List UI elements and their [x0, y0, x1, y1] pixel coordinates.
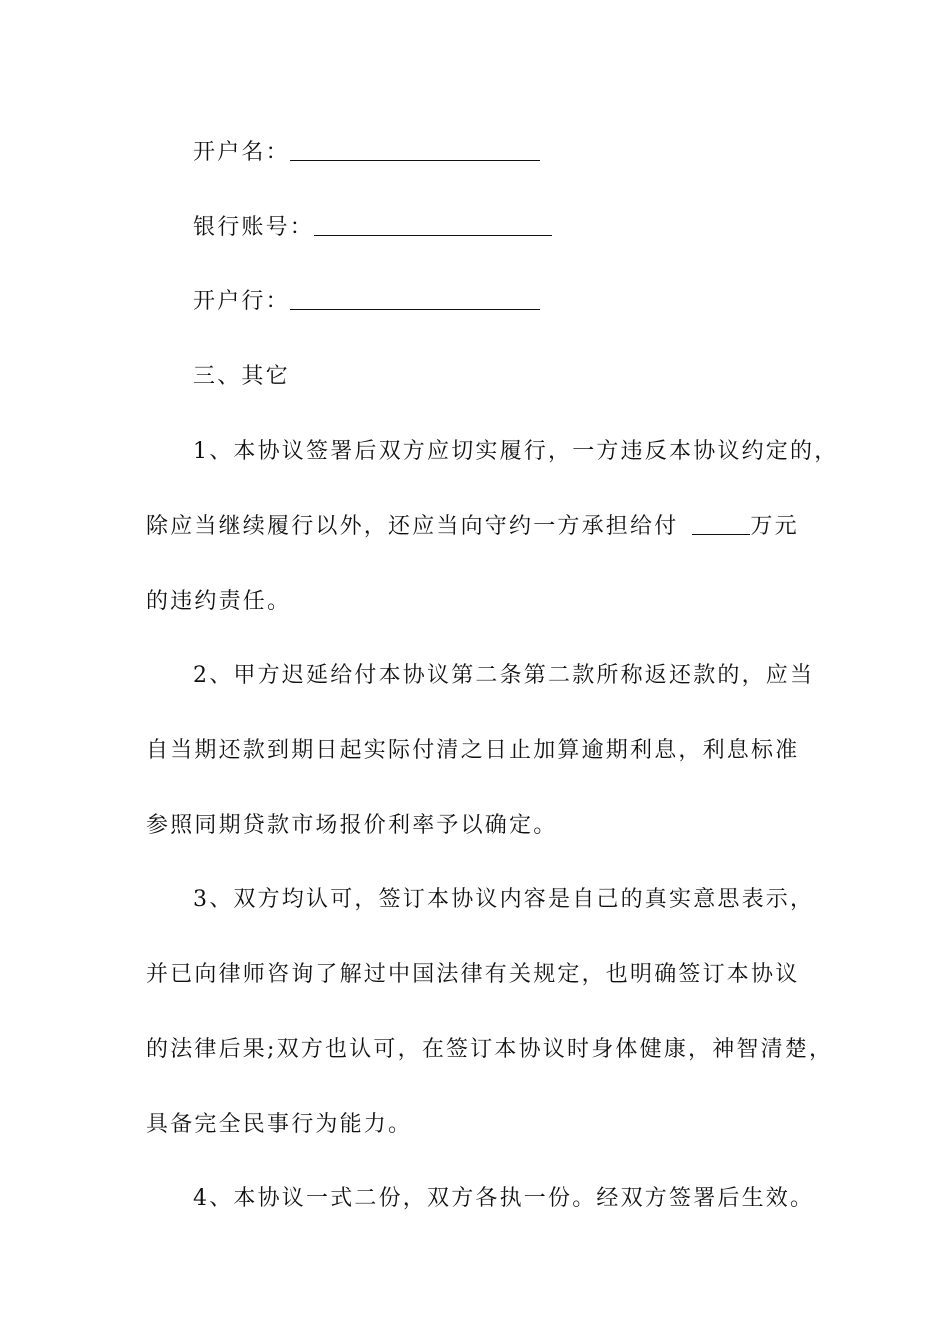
- penalty-amount-blank: [692, 514, 750, 535]
- bank-account-label: 银行账号：: [193, 215, 315, 240]
- account-name-blank: [290, 140, 540, 161]
- opening-bank-label: 开户行：: [193, 289, 290, 314]
- clause1-line3: 的违约责任。: [146, 589, 292, 614]
- clause1-line2: [146, 512, 906, 542]
- clause4-line1: 4、本协议一式二份，双方各执一份。经双方签署后生效。: [193, 1186, 815, 1211]
- clause2-line2: 自当期还款到期日起实际付清之日止加算逾期利息，利息标准: [146, 738, 800, 763]
- clause1-line2-post: 万元: [750, 514, 799, 539]
- account-name-label: 开户名：: [193, 140, 290, 165]
- clause2-line3: 参照同期贷款市场报价利率予以确定。: [146, 813, 558, 838]
- clause1-line1: 1、本协议签署后双方应切实履行，一方违反本协议约定的，: [193, 439, 839, 464]
- bank-account-blank: [314, 215, 552, 236]
- clause3-line4: 具备完全民事行为能力。: [146, 1112, 413, 1137]
- clause1-line2-pre: 除应当继续履行以外，还应当向守约一方承担给付: [146, 514, 679, 539]
- clause3-line2: 并已向律师咨询了解过中国法律有关规定，也明确签订本协议: [146, 962, 800, 987]
- clause3-line1: 3、双方均认可，签订本协议内容是自己的真实意思表示，: [193, 887, 815, 912]
- opening-bank-blank: [290, 289, 540, 310]
- clause2-line1: 2、甲方迟延给付本协议第二条第二款所称返还款的，应当: [193, 663, 815, 688]
- section-title: 三、其它: [193, 364, 290, 389]
- opening-bank-field: [193, 287, 893, 317]
- account-name-field: [193, 138, 893, 168]
- bank-account-field: [193, 213, 893, 243]
- clause3-line3: 的法律后果;双方也认可，在签订本协议时身体健康，神智清楚，: [146, 1037, 834, 1062]
